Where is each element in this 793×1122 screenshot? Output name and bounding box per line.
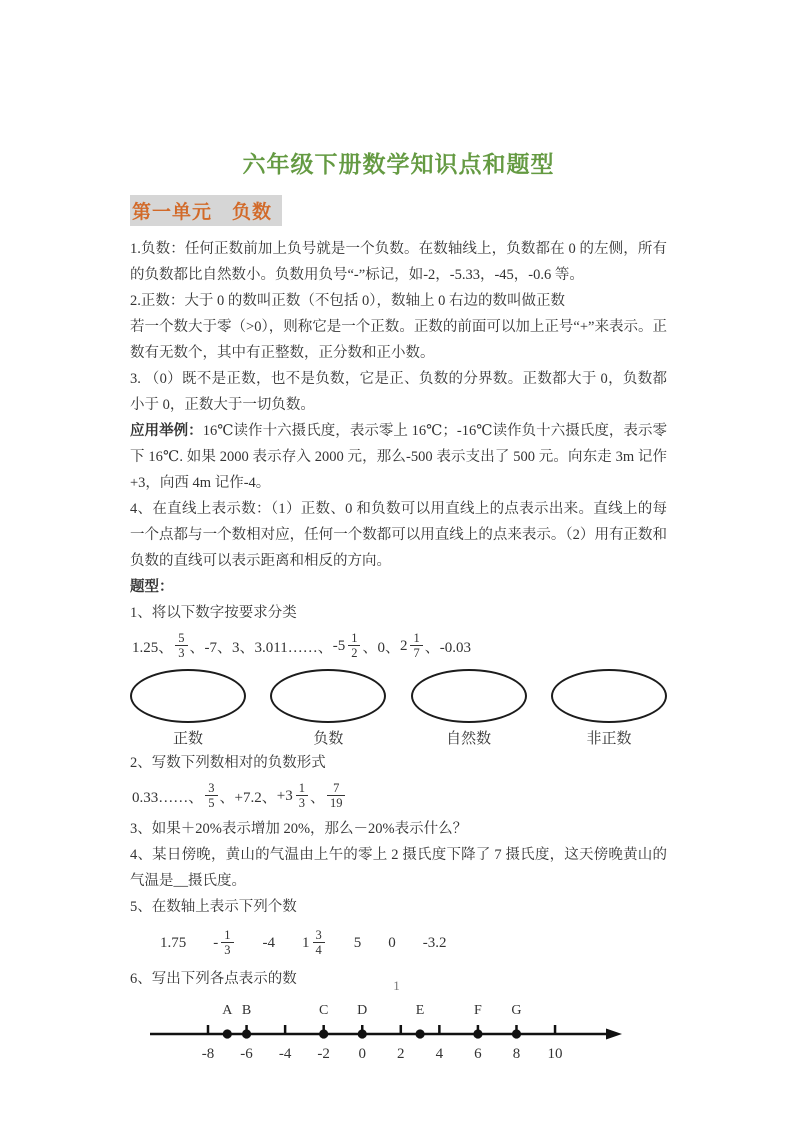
mixed-number: 2 $\frac{1}{7}$	[400, 631, 425, 662]
classification-label-natural: 自然数	[446, 731, 492, 747]
question-1-text: 1、将以下数字按要求分类	[130, 605, 297, 621]
svg-text:10: 10	[547, 1046, 563, 1062]
number-text: -4	[262, 934, 275, 951]
fraction: $\frac{5}{3}$	[175, 631, 187, 662]
svg-text:F: F	[474, 1003, 482, 1018]
classification-ellipse-natural	[411, 669, 527, 723]
question-5-text: 5、在数轴上表示下列个数	[130, 899, 297, 915]
fraction: $\frac{1}{3}$	[296, 781, 308, 812]
question-4-text: 4、某日傍晚，黄山的气温由上午的零上 2 摄氏度下降了 7 摄氏度，这天傍晚黄山的气温是__摄氏度。	[130, 847, 667, 889]
svg-text:-8: -8	[201, 1046, 215, 1062]
number-text: 、-7、3、3.011……、	[189, 639, 333, 656]
classification-label-negative: 负数	[313, 731, 344, 747]
question-2-text: 2、写数下列数相对的负数形式	[130, 755, 326, 771]
number-text: 5	[353, 934, 362, 951]
svg-text:A: A	[222, 1003, 233, 1018]
paragraph-negative-definition: 1.负数：任何正数前加上负号就是一个负数。在数轴线上，负数都在 0 的左侧，所有的负数都比自然数小。负数用负号“-”标记，如-2，-5.33，-45，-0.6 等。	[130, 241, 667, 283]
question-1-number-list	[132, 627, 667, 665]
paragraph-application-examples	[130, 418, 667, 496]
number-text: 、-0.03	[424, 639, 471, 656]
number-text: 1.25、	[132, 639, 174, 656]
number-text: 、0、	[362, 639, 400, 656]
svg-text:B: B	[241, 1003, 252, 1018]
section-row	[130, 195, 667, 226]
mixed-number: -5 $\frac{1}{2}$	[333, 631, 363, 662]
paragraph-positive-definition: 2.正数：大于 0 的数叫正数（不包括 0），数轴上 0 右边的数叫做正数	[130, 293, 565, 309]
svg-text:D: D	[357, 1003, 368, 1018]
question-5-number-list	[160, 921, 667, 965]
classification-ellipse-nonpositive	[551, 669, 667, 723]
mixed-number: - $\frac{1}{3}$	[213, 928, 235, 959]
svg-text:C: C	[319, 1003, 329, 1018]
number-line	[100, 998, 667, 1079]
document-content	[130, 146, 667, 1079]
page-title: 六年级下册数学知识点和题型	[242, 151, 555, 177]
application-examples-lead: 应用举例：	[130, 423, 203, 439]
classification-label-nonpositive: 非正数	[586, 731, 632, 747]
number-text: 0.33……、	[132, 789, 204, 806]
number-line-svg	[100, 998, 645, 1074]
svg-text:-4: -4	[278, 1046, 292, 1062]
question-types-heading: 题型：	[130, 579, 174, 595]
paragraph-positive-detail: 若一个数大于零（>0），则称它是一个正数。正数的前面可以加上正号“+”来表示。正数有无数个，其中有正整数，正分数和正小数。	[130, 319, 667, 361]
fraction: $\frac{1}{3}$	[221, 928, 233, 959]
paragraph-numbers-on-line: 4、在直线上表示数：（1）正数、0 和负数可以用直线上的点表示出来。直线上的每一个点都与一个数相对应，任何一个数都可以用直线上的点来表示。（2）用有正数和负数的直线可以表示距离和相反的方向。	[130, 501, 667, 569]
svg-text:E: E	[415, 1003, 425, 1018]
fraction: $\frac{1}{7}$	[410, 631, 422, 662]
number-text: 1.75	[160, 934, 187, 951]
classification-ellipse-negative	[270, 669, 386, 723]
classification-group-natural	[411, 669, 527, 748]
mixed-number: +3 $\frac{1}{3}$	[277, 781, 310, 812]
svg-text:4: 4	[435, 1046, 444, 1062]
classification-group-negative	[270, 669, 386, 748]
svg-text:2: 2	[397, 1046, 405, 1062]
number-text: -3.2	[422, 934, 447, 951]
application-examples-text: 16℃读作十六摄氏度，表示零上 16℃；-16℃读作负十六摄氏度，表示零下 16℃. 如果 2000 表示存入 2000 元，那么-500 表示支出了 500 元。向东走 3m 记作+3，向西 4m 记作-4。	[130, 423, 667, 491]
svg-text:-6: -6	[240, 1046, 253, 1062]
number-text: 、	[309, 789, 325, 806]
question-6-text: 6、写出下列各点表示的数	[130, 971, 297, 987]
number-text: 0	[388, 934, 396, 951]
svg-text:G: G	[511, 1003, 522, 1018]
classification-ellipses	[130, 669, 667, 748]
svg-text:0: 0	[358, 1046, 366, 1062]
classification-group-positive	[130, 669, 246, 748]
mixed-number: 1 $\frac{3}{4}$	[302, 928, 327, 959]
question-2-number-list	[132, 777, 667, 815]
svg-text:6: 6	[474, 1046, 482, 1062]
section-header-unit1: 第一单元 负数	[130, 195, 282, 226]
fraction: $\frac{1}{2}$	[348, 631, 360, 662]
classification-group-nonpositive	[551, 669, 667, 748]
paragraph-zero-boundary: 3. （0）既不是正数，也不是负数，它是正、负数的分界数。正数都大于 0，负数都小于 0，正数大于一切负数。	[130, 371, 667, 413]
svg-text:8: 8	[512, 1046, 521, 1062]
fraction: $\frac{3}{5}$	[205, 781, 217, 812]
svg-text:-2: -2	[317, 1046, 330, 1062]
classification-label-positive: 正数	[172, 731, 203, 747]
number-text: 、+7.2、	[219, 789, 277, 806]
page-number: 1	[393, 978, 400, 993]
fraction: $\frac{3}{4}$	[313, 928, 325, 959]
fraction: $\frac{7}{19}$	[327, 781, 346, 812]
question-3-text: 3、如果＋20%表示增加 20%，那么－20%表示什么？	[130, 821, 468, 837]
classification-ellipse-positive	[130, 669, 246, 723]
